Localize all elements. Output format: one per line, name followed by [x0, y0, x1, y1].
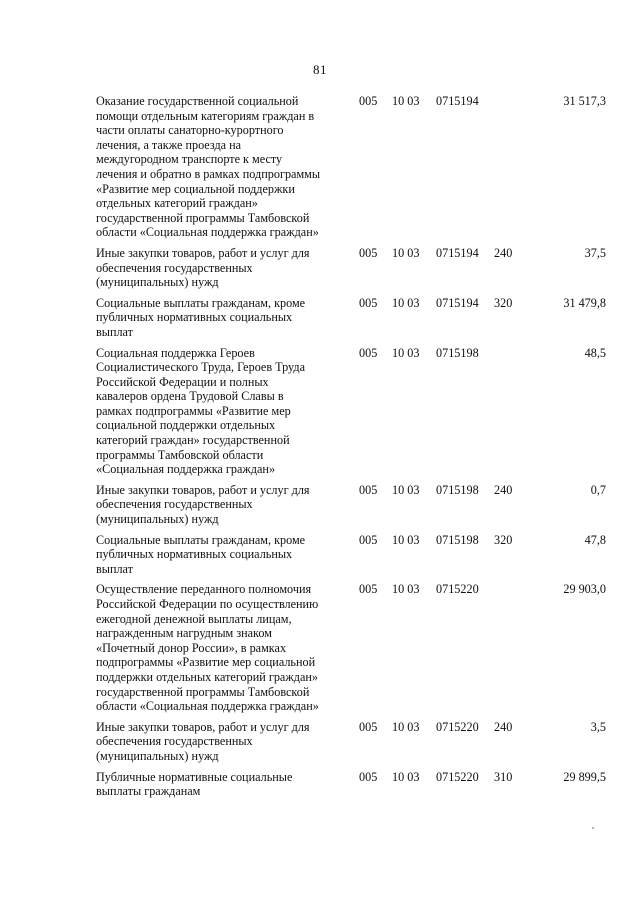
target-code: 0715194: [436, 245, 479, 260]
section-code: 10 03: [392, 532, 420, 547]
expense-type-code: 320: [494, 295, 513, 310]
target-code: 0715220: [436, 582, 479, 597]
section-code: 10 03: [392, 719, 420, 734]
amount-value: 29 899,5: [563, 769, 606, 784]
section-code: 10 03: [392, 295, 420, 310]
amount-value: 31 479,8: [563, 295, 606, 310]
row-description: Иные закупки товаров, работ и услуг для обеспечения государственных (муниципальных) нужд: [96, 719, 310, 763]
section-code: 10 03: [392, 482, 420, 497]
expense-type-code: 240: [494, 719, 513, 734]
table-row: [96, 296, 606, 340]
row-description: Иные закупки товаров, работ и услуг для обеспечения государственных (муниципальных) нужд: [96, 482, 310, 527]
target-code: 0715198: [436, 482, 479, 497]
section-code: 10 03: [392, 345, 420, 360]
expense-type-code: 240: [494, 482, 513, 497]
row-description: Публичные нормативные социальные выплаты гражданам: [96, 769, 293, 799]
row-description: Иные закупки товаров, работ и услуг для обеспечения государственных (муниципальных) нужд: [96, 245, 310, 290]
expense-type-code: 310: [494, 769, 513, 784]
table-row: [96, 483, 606, 527]
ministry-code: 005: [359, 94, 378, 108]
amount-value: 29 903,0: [563, 582, 606, 597]
section-code: 10 03: [392, 769, 420, 784]
expense-type-code: 320: [494, 532, 513, 547]
amount-value: 31 517,3: [563, 94, 606, 108]
table-row: [96, 770, 606, 799]
target-code: 0715194: [436, 295, 479, 310]
ministry-code: 005: [359, 582, 378, 597]
ministry-code: 005: [359, 245, 378, 260]
table-row: [96, 246, 606, 290]
section-code: 10 03: [392, 245, 420, 260]
target-code: 0715194: [436, 94, 479, 108]
row-description: Социальные выплаты гражданам, кроме публичных нормативных социальных выплат: [96, 295, 306, 339]
ministry-code: 005: [359, 482, 378, 497]
ministry-code: 005: [359, 532, 378, 547]
budget-table: [96, 94, 606, 805]
row-description: Осуществление переданного полномочия Российской Федерации по осуществлению ежегодной денежной выплаты лицам, награжденным нагрудным знаком «Почетный донор России», в рамках подпрограммы «Развитие мер социальной поддержки отдельных категорий граждан» государственной программы Тамбовской области «Социальная поддержка граждан»: [96, 582, 319, 714]
row-description: Социальные выплаты гражданам, кроме публичных нормативных социальных выплат: [96, 532, 306, 576]
amount-value: 48,5: [584, 345, 606, 360]
ministry-code: 005: [359, 345, 378, 360]
row-description: Оказание государственной социальной помощи отдельным категориям граждан в части оплаты санаторно-курортного лечения, а также проезда на междугородном транспорте к месту лечения и обратно в рамках подпрограммы «Развитие мер социальной поддержки отдельных категорий граждан» государственной программы Тамбовской области «Социальная поддержка граждан»: [96, 94, 321, 240]
table-row: [96, 582, 606, 713]
page-number: 81: [313, 62, 327, 77]
section-code: 10 03: [392, 94, 420, 108]
table-row: [96, 94, 606, 240]
amount-value: 47,8: [584, 532, 606, 547]
section-code: 10 03: [392, 582, 420, 597]
expense-type-code: 240: [494, 245, 513, 260]
ministry-code: 005: [359, 769, 378, 784]
ministry-code: 005: [359, 719, 378, 734]
target-code: 0715198: [436, 532, 479, 547]
target-code: 0715220: [436, 769, 479, 784]
target-code: 0715220: [436, 719, 479, 734]
target-code: 0715198: [436, 345, 479, 360]
amount-value: 0,7: [590, 482, 606, 497]
table-row: [96, 533, 606, 577]
amount-value: 37,5: [584, 245, 606, 260]
amount-value: 3,5: [590, 719, 606, 734]
table-row: [96, 720, 606, 764]
scan-dot-mark: [592, 827, 594, 829]
ministry-code: 005: [359, 295, 378, 310]
row-description: Социальная поддержка Героев Социалистического Труда, Героев Труда Российской Федерации и полных кавалеров ордена Трудовой Славы в рамках подпрограммы «Развитие мер социальной поддержки отдельных категорий граждан» государственной программы Тамбовской области «Социальная поддержка граждан»: [96, 345, 305, 477]
table-row: [96, 346, 606, 477]
